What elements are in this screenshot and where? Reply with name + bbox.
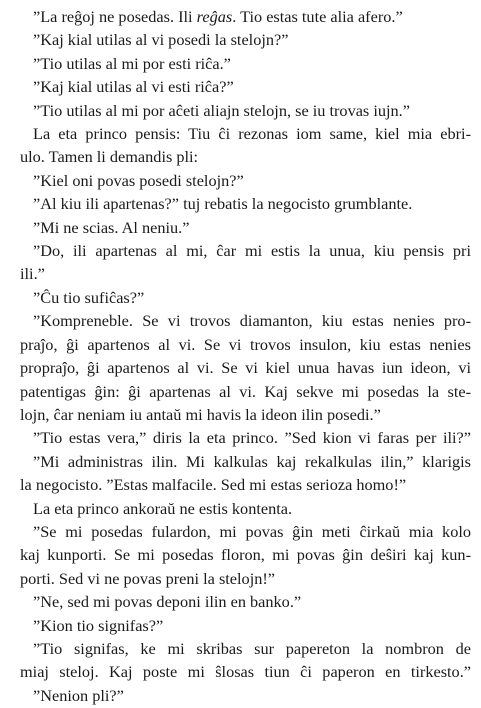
text-line: praĵo, ĝi apartenos al vi. Se vi trovos insulon, kiu estas nenies	[20, 334, 471, 354]
text-line: miaj steloj. Kaj poste mi ŝlosas tiun ĉi paperon en tirkesto.”	[20, 662, 471, 682]
text-line: ”Tio utilas al mi por esti riĉa.”	[33, 53, 231, 73]
text-line: ”Kion tio signifas?”	[33, 615, 164, 635]
text-line: ”Kompreneble. Se vi trovos diamanton, kiu estas nenies pro-	[33, 311, 471, 331]
text-line: ”Do, ili apartenas al mi, ĉar mi estis la unua, kiu pensis pri	[33, 241, 471, 261]
emphasis: reĝas	[196, 7, 233, 26]
text-line: lojn, ĉar neniam iu antaŭ mi havis la ideon ilin posedi.”	[20, 404, 381, 424]
text-line: La eta princo pensis: Tiu ĉi rezonas iom same, kiel mia ebri-	[33, 124, 471, 144]
text-line: ”Kaj kial utilas al vi esti riĉa?”	[33, 77, 234, 97]
text-line: ”Tio utilas al mi por aĉeti aliajn stelojn, se iu trovas iujn.”	[33, 100, 410, 120]
text-line: La eta princo ankoraŭ ne estis kontenta.	[33, 498, 293, 518]
text-line: la negocisto. ”Estas malfacile. Sed mi estas serioza homo!”	[20, 475, 407, 495]
text-line: ”Se mi posedas fulardon, mi povas ĝin meti ĉirkaŭ mia kolo	[33, 521, 471, 541]
text-line: ”Kaj kial utilas al vi posedi la stelojn?”	[33, 30, 289, 50]
text-line: ”Al kiu ili apartenas?” tuj rebatis la negocisto grumblante.	[33, 194, 413, 214]
text-line: ili.”	[20, 264, 45, 284]
text-line: ”Tio signifas, ke mi skribas sur papereton la nombron de	[33, 638, 471, 658]
text-line: propraĵo, ĝi apartenos al vi. Se vi kiel unua havas iun ideon, vi	[20, 358, 471, 378]
text-line: kaj kunporti. Se mi posedas floron, mi povas ĝin deŝiri kaj kun-	[20, 545, 471, 565]
text-line: patentigas ĝin: ĝi apartenas al vi. Kaj sekve mi posedas la ste-	[20, 381, 471, 401]
text-line: ulo. Tamen li demandis pli:	[20, 147, 199, 167]
text-line: ”Mi administras ilin. Mi kalkulas kaj rekalkulas ilin,” klarigis	[33, 451, 471, 471]
text-line: ”Tio estas vera,” diris la eta princo. ”Sed kion vi faras per ili?”	[33, 428, 471, 448]
text-line: ”Ĉu tio sufiĉas?”	[33, 287, 145, 307]
text-line: ”La reĝoj ne posedas. Ili reĝas. Tio estas tute alia afero.”	[33, 7, 403, 26]
text-line: porti. Sed vi ne povas preni la stelojn!”	[20, 568, 276, 588]
text-line: ”Kiel oni povas posedi stelojn?”	[33, 170, 244, 190]
text-line: ”Nenion pli?”	[33, 685, 124, 705]
text-line: ”Mi ne scias. Al neniu.”	[33, 217, 190, 237]
text-line: ”Ne, sed mi povas deponi ilin en banko.”	[33, 592, 302, 612]
